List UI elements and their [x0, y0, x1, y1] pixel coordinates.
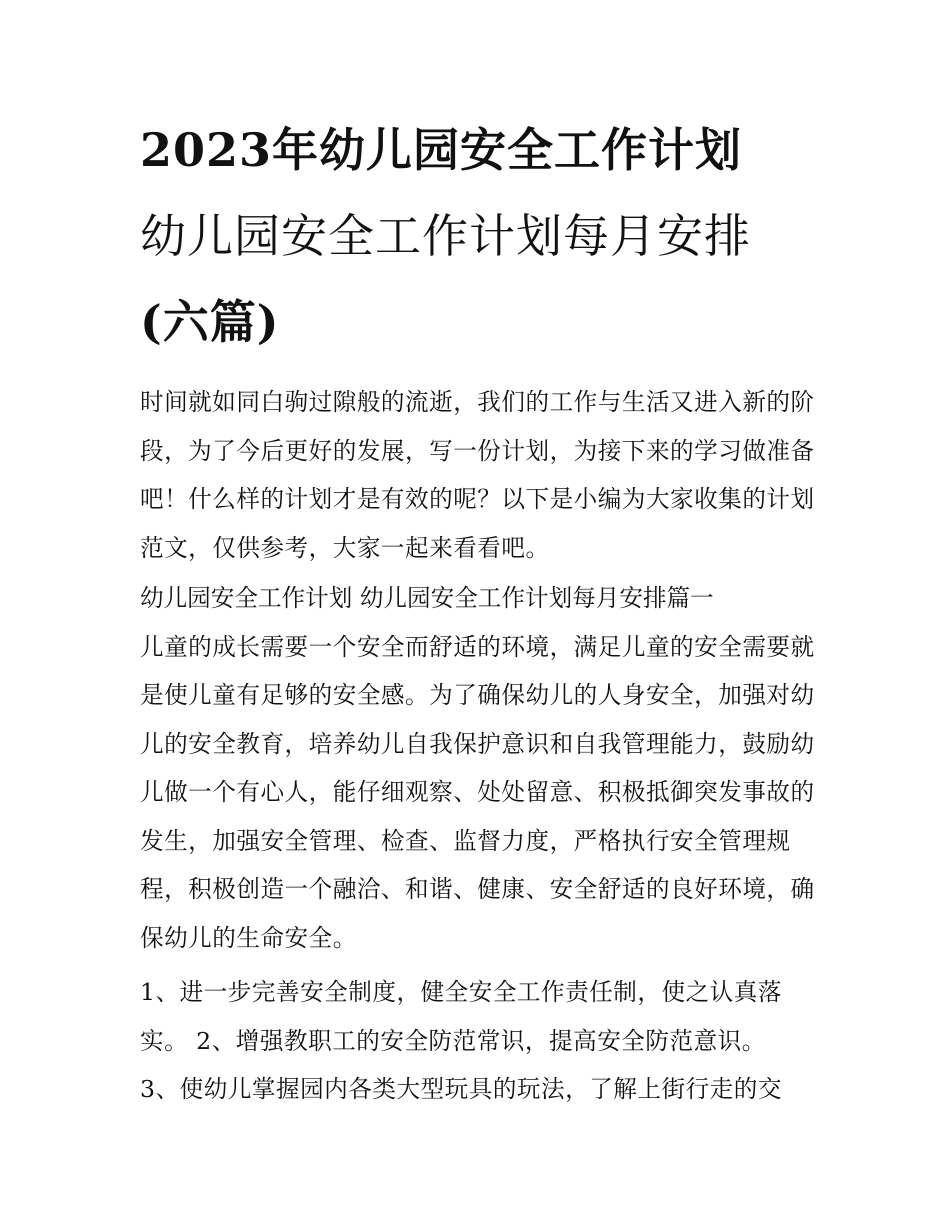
body-paragraph: 儿童的成长需要一个安全而舒适的环境，满足儿童的安全需要就是使儿童有足够的安全感。为了确保幼儿的人身安全，加强对幼儿的安全教育，培养幼儿自我保护意识和自我管理能力，鼓励幼儿做一个有心人，能仔细观察、处处留意、积极抵御突发事故的发生，加强安全管理、检查、监督力度，严格执行安全管理规程，积极创造一个融洽、和谐、健康、安全舒适的良好环境，确保幼儿的生命安全。 [140, 632, 815, 952]
list-item-3: 3、使幼儿掌握园内各类大型玩具的玩法，了解上街行走的交 [140, 1075, 782, 1103]
document-title [140, 120, 830, 378]
title-line-1: 2023年幼儿园安全工作计划 [140, 123, 743, 177]
numbered-list [140, 968, 830, 1114]
intro-paragraph: 时间就如同白驹过隙般的流逝，我们的工作与生活又进入新的阶段，为了今后更好的发展，写一份计划，为接下来的学习做准备吧！什么样的计划才是有效的呢？以下是小编为大家收集的计划范文，仅供参考，大家一起来看看吧。 [140, 388, 815, 562]
title-line-2: 幼儿园安全工作计划每月安排 [140, 209, 751, 263]
document-page [140, 120, 830, 1114]
title-line-3: (六篇) [140, 295, 280, 349]
list-item-1-2: 1、进一步完善安全制度，健全安全工作责任制，使之认真落实。 2、增强教职工的安全防范常识，提高安全防范意识。 [140, 978, 782, 1055]
section-heading: 幼儿园安全工作计划 幼儿园安全工作计划每月安排篇一 [140, 584, 714, 612]
